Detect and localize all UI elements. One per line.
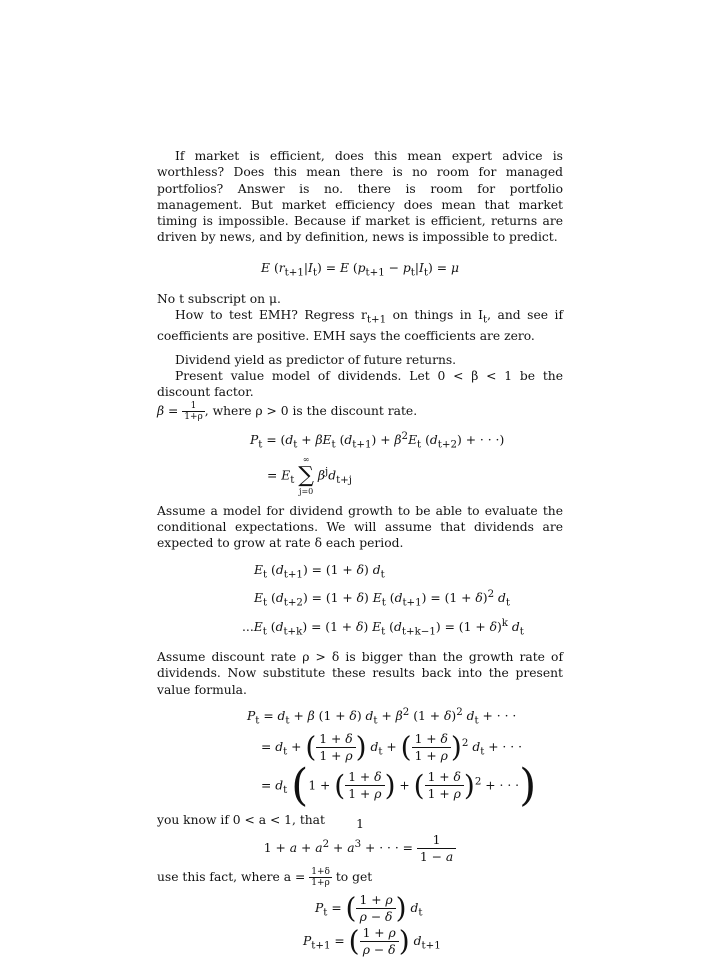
you-know-paragraph: you know if 0 < a < 1, that	[157, 812, 325, 827]
dividend-yield-paragraph: Dividend yield as predictor of future returns.	[175, 352, 457, 367]
document-body	[157, 148, 563, 958]
beta-definition: β = $\frac{1}{1+\rho}$ , where ρ > 0 is the discount rate.	[157, 400, 418, 422]
intro-paragraph: If market is efficient, does this mean expert advice is worthless? Does this mean there is no room for managed portfolios? Answer is no. there is room for portfolio management. But market efficiency does mean that market timing is impossible. Because if market is efficient, returns are driven by news, and by definition, news is impossible to predict.	[157, 149, 563, 245]
geometric-series-equation: $1 + a + a^2 + a^3$ + · · · = $\frac{1}{1 - a}$	[157, 832, 563, 865]
substitution-equations: $P_t = d_t + \beta$ (1 + δ) $d_t + \beta^2$ $(1 + \delta)^2$ $d_t$ + · · · = $d_t$ + ( $\frac{1 + \delta}{1 + \rho}$ ) $d_t$ + ( $\frac{1 + \delta}{1 + \rho}$ )$^2$ $d_t$ + · · · = $d_t$ (1 + ( $\frac{1 + \delta}{1 + \rho}$ ) + ( $\frac{1 + \delta}{1 + \rho}$ )$^2$ + · · ·)	[247, 705, 537, 811]
use-fact-paragraph: use this fact, where a = $\frac{1+\delta}{1+\rho}$ to get	[157, 867, 373, 889]
assume-growth-paragraph: Assume a model for dividend growth to be able to evaluate the conditional expectations. We will assume that dividends are expected to grow at rate δ each period.	[157, 503, 563, 551]
pv-equation: $P_t = (d_t + \beta E_t$ $(d_{t+1}) + \beta^2E_t$ $(d_{t+2})$ + · · ·) = $E_t$ ∞ ∑ j=0 $\beta^jd_{t+j}$	[250, 429, 505, 496]
assume-discount-paragraph: Assume discount rate ρ > δ is bigger than the growth rate of dividends. Now substitute these results back into the present value formula.	[157, 650, 563, 697]
pv-model-paragraph: Present value model of dividends. Let 0 < β < 1 be the discount factor.	[157, 369, 563, 400]
price-equations: $P_t$ = ( $\frac{1 + \rho}{\rho - \delta}$ ) $d_t$ $P_{t+1}$ = ( $\frac{1 + \rho}{\rho - \delta}$ ) $d_{t+1}$	[303, 891, 441, 958]
test-emh-paragraph: How to test EMH? Regress $r_{t+1}$ on things in $I_t$, and see if coefficients are positive. EMH says the coefficients are zero.	[157, 307, 563, 343]
growth-equations: $E_t$ $(d_{t+1}) = (1 + \delta)$ $d_t$ $E_t$ $(d_{t+2}) = (1 + \delta)$ $E_t$ $(d_{t+1}) = (1 + \delta)^2$ $d_t$ $...E_t$ $(d_{t+k}) = (1 + \delta)$ $E_t$ $(d_{t+k-1}) = (1 + \delta)^k$ $d_t$	[242, 562, 524, 638]
page-number: 1	[356, 817, 364, 831]
no-t-subscript-note: No t subscript on μ.	[157, 291, 281, 306]
emh-equation: E $(r_{t+1}|I_t) = E$ $(p_{t+1} - p_t|I_t) = \mu$	[261, 260, 459, 279]
